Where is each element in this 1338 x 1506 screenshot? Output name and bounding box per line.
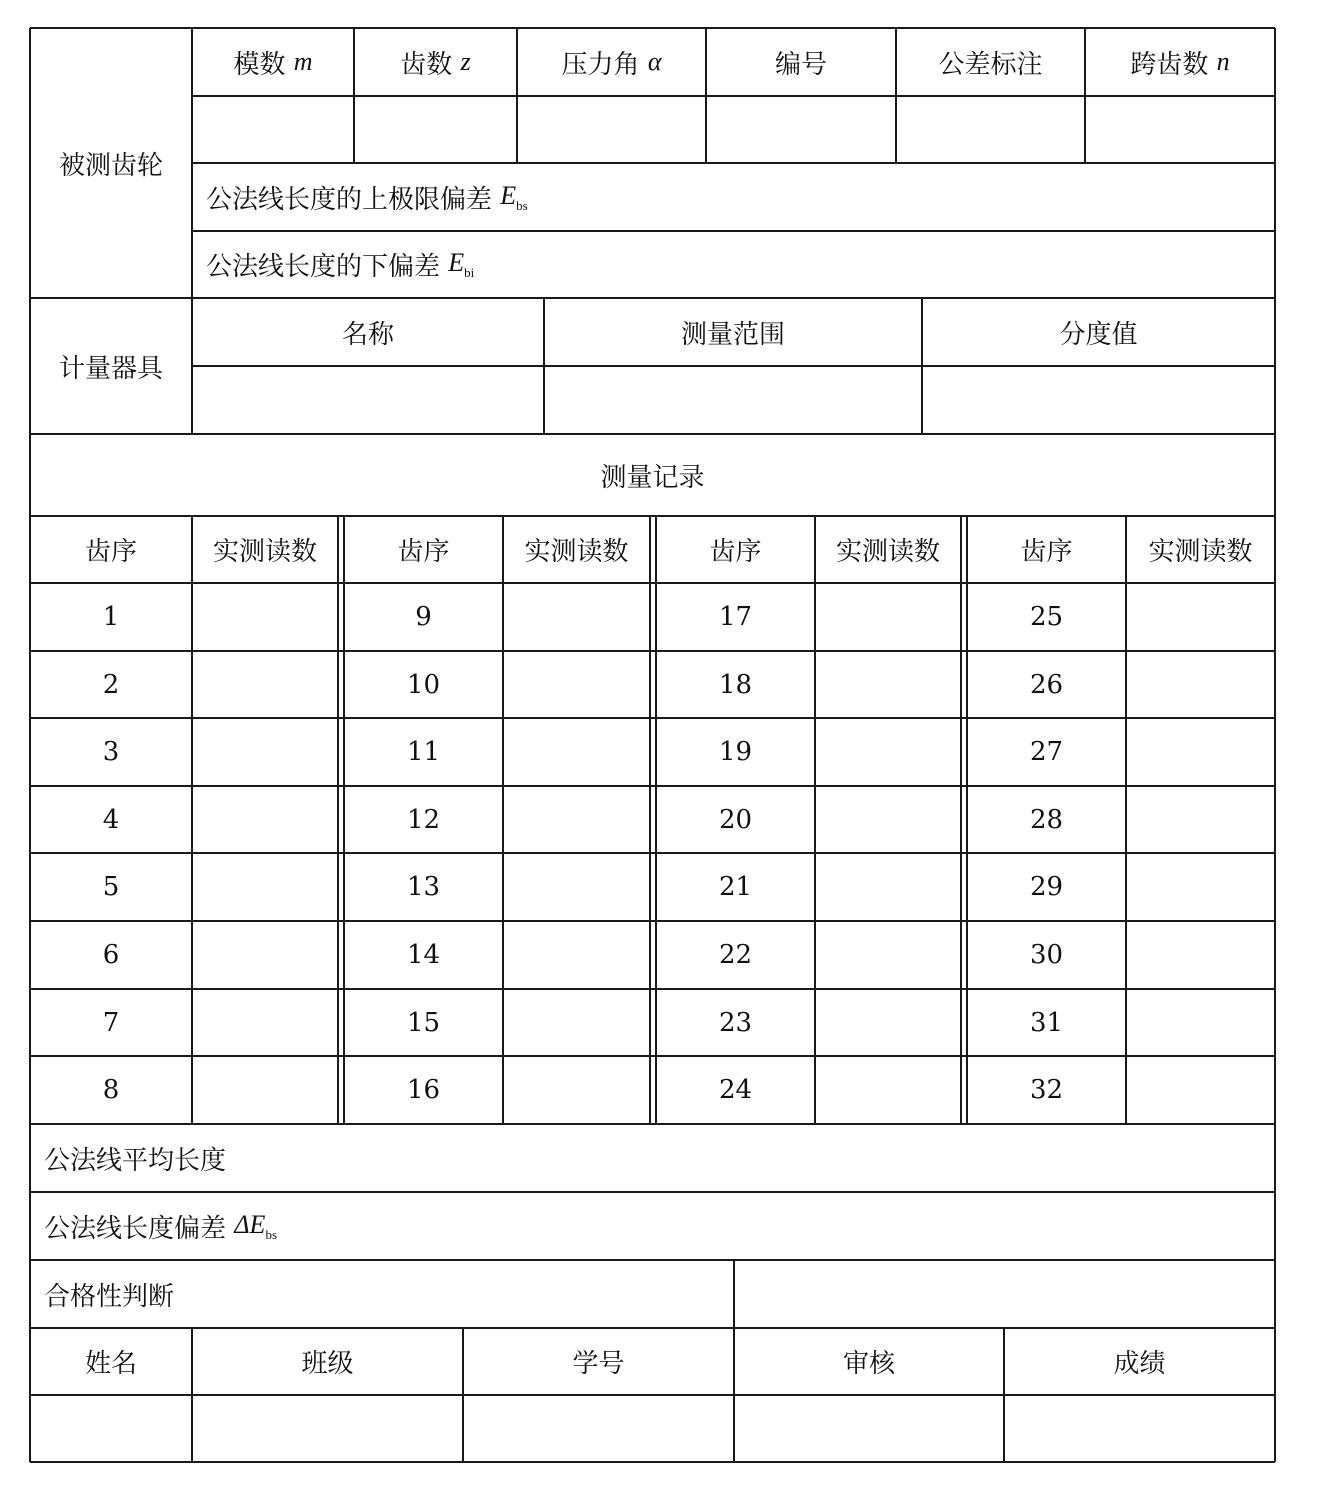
tooth-number-3 (30, 718, 192, 786)
reading-cell-30[interactable] (1126, 921, 1275, 989)
gear-header-3-text: 压力角 (561, 49, 640, 80)
tooth-number-19 (656, 718, 815, 786)
judgment-value[interactable] (734, 1260, 1275, 1328)
reading-cell-3[interactable] (192, 718, 338, 786)
gear-header-1-symbol: m (293, 47, 313, 76)
gear-value-5[interactable] (896, 96, 1085, 163)
signature-value-2[interactable] (192, 1395, 463, 1462)
instrument-header-2 (544, 298, 922, 366)
instrument-section-label-text: 计量器具 (58, 353, 163, 384)
tooth-number-31 (967, 989, 1126, 1056)
gear-header-5 (896, 28, 1085, 96)
upper-deviation-field[interactable] (192, 163, 1275, 231)
tooth-number-4 (30, 786, 192, 853)
gear-header-5-text: 公差标注 (938, 49, 1043, 80)
signature-header-2 (192, 1328, 463, 1395)
tooth-number-12 (344, 786, 503, 853)
reading-cell-21[interactable] (815, 853, 961, 921)
tooth-number-20 (656, 786, 815, 853)
tooth-number-2-text: 2 (102, 669, 120, 700)
reading-cell-9[interactable] (503, 583, 650, 651)
tooth-number-14 (344, 921, 503, 989)
reading-cell-22[interactable] (815, 921, 961, 989)
tooth-number-26 (967, 651, 1126, 718)
tooth-number-18-text: 18 (718, 669, 753, 700)
reading-cell-13[interactable] (503, 853, 650, 921)
instrument-header-3-text: 分度值 (1059, 319, 1138, 350)
reading-header-2-text: 实测读数 (524, 537, 629, 567)
tooth-number-21-text: 21 (718, 872, 753, 902)
gear-header-6-text: 跨齿数 (1130, 49, 1209, 80)
tooth-number-25-text: 25 (1029, 602, 1064, 632)
tooth-number-20-text: 20 (718, 804, 753, 835)
tooth-number-17-text: 17 (718, 602, 753, 632)
tooth-order-header-2-text: 齿序 (397, 537, 450, 567)
tooth-number-13-text: 13 (406, 872, 441, 902)
tooth-number-8-text: 8 (102, 1075, 120, 1105)
tooth-number-10-text: 10 (406, 669, 441, 700)
tooth-number-3-text: 3 (102, 737, 120, 767)
tooth-number-5 (30, 853, 192, 921)
signature-value-3[interactable] (463, 1395, 734, 1462)
reading-cell-31[interactable] (1126, 989, 1275, 1056)
gear-header-3 (517, 28, 706, 96)
tooth-number-19-text: 19 (718, 737, 753, 767)
reading-cell-7[interactable] (192, 989, 338, 1056)
tooth-number-16-text: 16 (406, 1075, 441, 1105)
tooth-number-9 (344, 583, 503, 651)
reading-cell-20[interactable] (815, 786, 961, 853)
signature-value-4[interactable] (734, 1395, 1004, 1462)
tooth-number-24 (656, 1056, 815, 1124)
reading-cell-27[interactable] (1126, 718, 1275, 786)
signature-header-2-text: 班级 (301, 1349, 354, 1379)
reading-cell-12[interactable] (503, 786, 650, 853)
signature-header-5 (1004, 1328, 1275, 1395)
reading-cell-6[interactable] (192, 921, 338, 989)
measurement-record-title (30, 434, 1275, 516)
signature-header-1 (30, 1328, 192, 1395)
reading-cell-32[interactable] (1126, 1056, 1275, 1124)
tooth-number-30-text: 30 (1029, 940, 1064, 970)
instrument-header-1-text: 名称 (341, 319, 394, 350)
tooth-number-17 (656, 583, 815, 651)
measurement-record-title-text: 测量记录 (600, 462, 705, 493)
tooth-number-31-text: 31 (1029, 1007, 1064, 1038)
signature-value-5[interactable] (1004, 1395, 1275, 1462)
tooth-number-30 (967, 921, 1126, 989)
upper-deviation-field-subscript: bs (516, 197, 528, 213)
tooth-number-28-text: 28 (1029, 804, 1064, 835)
reading-header-3 (815, 516, 961, 583)
gear-header-2-text: 齿数 (400, 49, 453, 80)
tooth-order-header-4 (967, 516, 1126, 583)
signature-header-4-text: 审核 (842, 1349, 895, 1379)
reading-cell-14[interactable] (503, 921, 650, 989)
tooth-number-24-text: 24 (718, 1075, 753, 1105)
tooth-number-11-text: 11 (406, 737, 441, 767)
reading-header-4 (1126, 516, 1275, 583)
tooth-number-4-text: 4 (102, 804, 120, 835)
gear-header-4-text: 编号 (774, 49, 827, 80)
reading-header-2 (503, 516, 650, 583)
tooth-order-header-4-text: 齿序 (1020, 537, 1073, 567)
gear-header-1 (192, 28, 354, 96)
gear-value-4[interactable] (706, 96, 896, 163)
tooth-number-12-text: 12 (406, 804, 441, 835)
reading-cell-19[interactable] (815, 718, 961, 786)
tooth-number-26-text: 26 (1029, 669, 1064, 700)
signature-header-3-text: 学号 (572, 1349, 625, 1379)
tooth-order-header-1-text: 齿序 (84, 537, 137, 567)
reading-cell-5[interactable] (192, 853, 338, 921)
gear-section-label (30, 28, 192, 298)
tooth-order-header-3 (656, 516, 815, 583)
tooth-number-11 (344, 718, 503, 786)
gear-section-label-text: 被测齿轮 (58, 150, 163, 181)
deviation-field-subscript: bs (265, 1226, 277, 1242)
tooth-number-1-text: 1 (102, 602, 120, 632)
reading-cell-18[interactable] (815, 651, 961, 718)
tooth-number-22 (656, 921, 815, 989)
judgment-label-text: 合格性判断 (44, 1281, 175, 1312)
lower-deviation-field-text: 公法线长度的下偏差 (206, 252, 441, 282)
tooth-number-10 (344, 651, 503, 718)
tooth-number-27 (967, 718, 1126, 786)
average-length-field-text: 公法线平均长度 (44, 1145, 227, 1176)
gear-header-3-symbol: α (647, 47, 662, 76)
gear-header-2 (354, 28, 517, 96)
tooth-number-1 (30, 583, 192, 651)
reading-cell-29[interactable] (1126, 853, 1275, 921)
instrument-section-label (30, 298, 192, 434)
tooth-number-9-text: 9 (415, 602, 432, 632)
gear-value-2[interactable] (354, 96, 517, 163)
tooth-number-15-text: 15 (406, 1007, 441, 1038)
gear-header-6 (1085, 28, 1275, 96)
gear-value-6[interactable] (1085, 96, 1275, 163)
signature-header-1-text: 姓名 (84, 1349, 137, 1379)
reading-cell-17[interactable] (815, 583, 961, 651)
instrument-header-2-text: 测量范围 (680, 319, 785, 350)
tooth-number-23 (656, 989, 815, 1056)
signature-value-1[interactable] (30, 1395, 192, 1462)
tooth-number-25 (967, 583, 1126, 651)
instrument-value-1[interactable] (192, 366, 544, 434)
reading-header-1-text: 实测读数 (212, 537, 317, 567)
instrument-value-3[interactable] (922, 366, 1275, 434)
tooth-number-23-text: 23 (718, 1007, 753, 1038)
reading-cell-11[interactable] (503, 718, 650, 786)
gear-value-1[interactable] (192, 96, 354, 163)
deviation-field[interactable] (30, 1192, 1275, 1260)
tooth-number-27-text: 27 (1029, 737, 1064, 767)
reading-cell-28[interactable] (1126, 786, 1275, 853)
lower-deviation-field[interactable] (192, 231, 1275, 298)
gear-header-6-symbol: n (1216, 47, 1230, 76)
upper-deviation-field-text: 公法线长度的上极限偏差 (206, 184, 493, 215)
signature-header-5-text: 成绩 (1113, 1349, 1166, 1379)
tooth-number-28 (967, 786, 1126, 853)
upper-deviation-field-symbol: $E_{bs}$ (500, 180, 528, 213)
tooth-number-7-text: 7 (102, 1007, 120, 1038)
tooth-number-18 (656, 651, 815, 718)
tooth-number-6 (30, 921, 192, 989)
reading-cell-4[interactable] (192, 786, 338, 853)
gear-header-2-symbol: z (460, 47, 471, 76)
reading-header-3-text: 实测读数 (835, 537, 940, 567)
deviation-field-text: 公法线长度偏差 (44, 1213, 227, 1244)
reading-cell-15[interactable] (503, 989, 650, 1056)
reading-cell-24[interactable] (815, 1056, 961, 1124)
gear-value-3[interactable] (517, 96, 706, 163)
reading-cell-1[interactable] (192, 583, 338, 651)
tooth-number-22-text: 22 (718, 940, 753, 970)
tooth-number-13 (344, 853, 503, 921)
tooth-order-header-2 (344, 516, 503, 583)
instrument-header-3 (922, 298, 1275, 366)
tooth-number-21 (656, 853, 815, 921)
tooth-number-2 (30, 651, 192, 718)
reading-cell-26[interactable] (1126, 651, 1275, 718)
reading-header-4-text: 实测读数 (1148, 537, 1253, 567)
lower-deviation-field-subscript: bi (464, 265, 475, 280)
tooth-number-7 (30, 989, 192, 1056)
gear-header-1-text: 模数 (233, 49, 286, 80)
reading-cell-23[interactable] (815, 989, 961, 1056)
tooth-order-header-1 (30, 516, 192, 583)
reading-cell-8[interactable] (192, 1056, 338, 1124)
tooth-number-32 (967, 1056, 1126, 1124)
tooth-number-14-text: 14 (406, 940, 441, 970)
gear-header-4 (706, 28, 896, 96)
lower-deviation-field-symbol: $E_{bi}$ (448, 248, 475, 280)
reading-cell-2[interactable] (192, 651, 338, 718)
tooth-number-5-text: 5 (102, 872, 120, 902)
tooth-number-29 (967, 853, 1126, 921)
signature-header-3 (463, 1328, 734, 1395)
reading-cell-16[interactable] (503, 1056, 650, 1124)
tooth-number-32-text: 32 (1029, 1075, 1064, 1105)
instrument-value-2[interactable] (544, 366, 922, 434)
tooth-number-29-text: 29 (1029, 872, 1064, 902)
judgment-label (30, 1260, 734, 1328)
tooth-number-15 (344, 989, 503, 1056)
deviation-field-symbol: $\Delta E_{bs}$ (234, 1209, 277, 1242)
tooth-number-16 (344, 1056, 503, 1124)
reading-cell-10[interactable] (503, 651, 650, 718)
tooth-number-8 (30, 1056, 192, 1124)
signature-header-4 (734, 1328, 1004, 1395)
tooth-number-6-text: 6 (102, 940, 120, 970)
average-length-field[interactable] (30, 1124, 1275, 1192)
reading-header-1 (192, 516, 338, 583)
instrument-header-1 (192, 298, 544, 366)
tooth-order-header-3-text: 齿序 (709, 537, 762, 567)
reading-cell-25[interactable] (1126, 583, 1275, 651)
